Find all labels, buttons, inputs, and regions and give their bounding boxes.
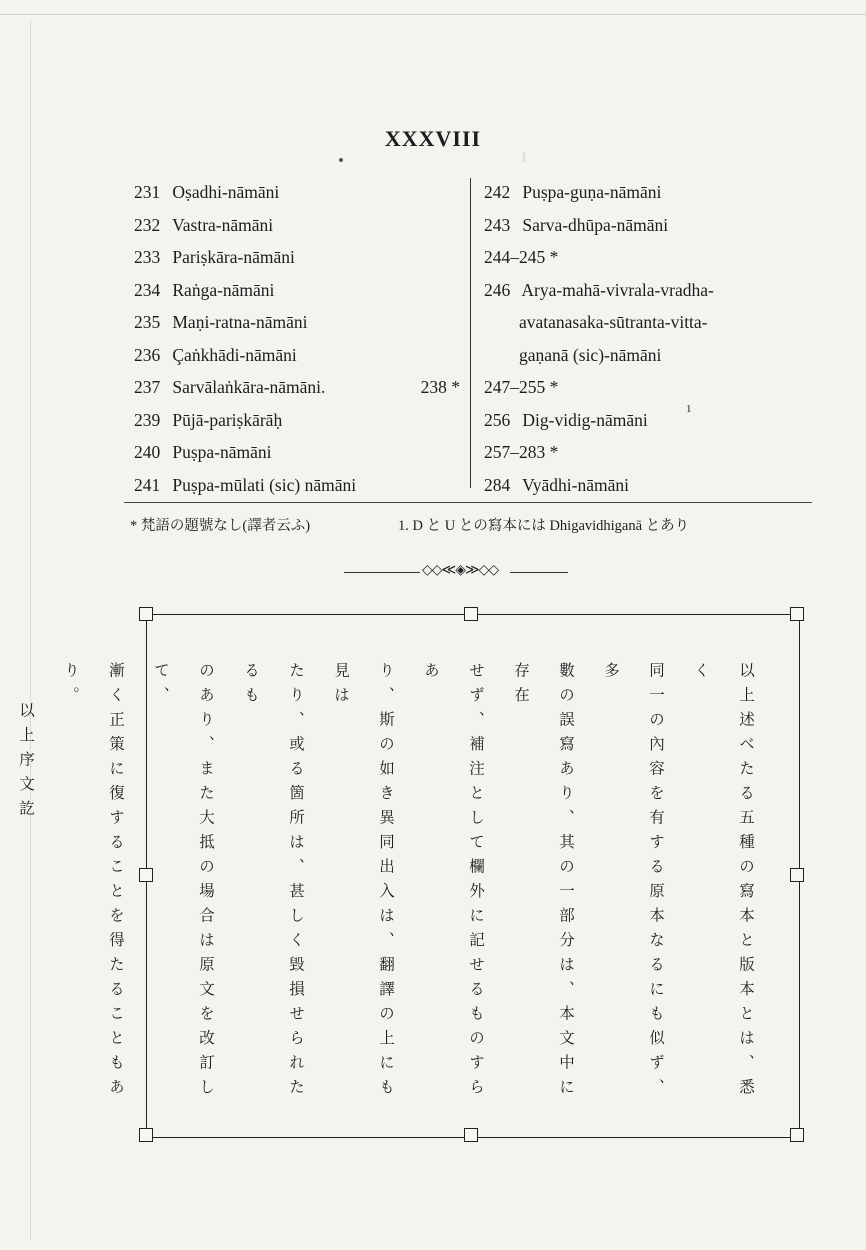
entry-number: 240 bbox=[134, 442, 161, 462]
entry-name: Sarva-dhūpa-nāmāni bbox=[522, 214, 669, 235]
entry-name: Raṅga-nāmāni bbox=[172, 279, 275, 300]
ink-dot bbox=[339, 158, 343, 162]
entry-name: Pūjā-pariṣkārāḥ bbox=[172, 409, 283, 430]
entry-name: avatanasaka-sūtranta-vitta- bbox=[519, 312, 708, 332]
list-entry bbox=[134, 436, 470, 469]
list-entry bbox=[134, 371, 470, 404]
list-entry bbox=[484, 436, 824, 469]
entry-number: 241 bbox=[134, 474, 161, 495]
list-entry bbox=[134, 241, 470, 274]
footnote-star: * 梵語の題號なし(譯者云ふ) bbox=[130, 518, 311, 534]
frame-handle-top-center bbox=[464, 607, 478, 621]
entry-name: Vyādhi-nāmāni bbox=[522, 474, 629, 495]
entry-number: 231 bbox=[134, 182, 161, 202]
frame-handle-top-right bbox=[790, 607, 804, 621]
preface-closing: 以上序文訖 bbox=[17, 702, 35, 825]
list-left-column bbox=[134, 176, 470, 501]
list-entry bbox=[134, 274, 470, 307]
footnote-rule bbox=[124, 502, 812, 503]
entry-number: 236 bbox=[134, 344, 161, 365]
list-entry bbox=[134, 176, 470, 209]
entry-name: gaṇanā (sic)-nāmāni bbox=[519, 344, 662, 365]
entry-number: 239 bbox=[134, 409, 161, 430]
entry-number: 284 bbox=[484, 474, 511, 495]
entry-name: Sarvālaṅkāra-nāmāni. bbox=[172, 377, 326, 397]
ornament-line-left bbox=[344, 572, 420, 573]
preface-column: たり、或る箇所は、甚しく毀損せられたるも bbox=[242, 662, 305, 1103]
entry-name: Arya-mahā-vivrala-vradha- bbox=[521, 279, 714, 300]
page-title: XXXVIII bbox=[384, 126, 482, 151]
list-entry bbox=[134, 404, 470, 437]
list-entry bbox=[484, 274, 824, 307]
scan-top-edge bbox=[0, 14, 866, 15]
entry-number: 244–245 * bbox=[484, 247, 559, 267]
list-entry bbox=[134, 306, 470, 339]
list-entry bbox=[484, 241, 824, 274]
column-divider bbox=[470, 178, 471, 488]
entry-number: 247–255 * bbox=[484, 377, 559, 397]
entry-number: 256 bbox=[484, 409, 511, 430]
list-entry-continuation bbox=[484, 339, 824, 372]
list-entry bbox=[134, 469, 470, 502]
entry-number: 242 bbox=[484, 182, 511, 202]
bleed-through-text: 1 bbox=[520, 150, 528, 166]
preface-vertical-text bbox=[17, 662, 768, 1114]
list-entry bbox=[484, 404, 824, 437]
list-entry bbox=[134, 339, 470, 372]
preface-column: 漸く正策に復することを得たることもあり。 bbox=[62, 662, 125, 1103]
entry-number: 257–283 * bbox=[484, 442, 559, 462]
entry-name: Çaṅkhādi-nāmāni bbox=[172, 344, 297, 365]
list-entry bbox=[484, 469, 824, 502]
frame-handle-middle-right bbox=[790, 868, 804, 882]
entry-number: 237 bbox=[134, 377, 161, 397]
frame-handle-bottom-center bbox=[464, 1128, 478, 1142]
entry-name: Vastra-nāmāni bbox=[172, 214, 274, 235]
entry-extra-number: 238 * bbox=[420, 377, 460, 397]
preface-column: せず、補注として欄外に記せるものすらあ bbox=[422, 662, 485, 1103]
preface-column: り、斯の如き異同出入は、翻譯の上にも見は bbox=[332, 662, 395, 1103]
list-entry bbox=[484, 209, 824, 242]
preface-column: 以上述べたる五種の寫本と版本とは、悉く bbox=[692, 662, 755, 1103]
list-entry bbox=[484, 176, 824, 209]
entry-number: 235 bbox=[134, 312, 161, 332]
entry-name: Puṣpa-mūlati (sic) nāmāni bbox=[172, 474, 357, 495]
entry-name: Puṣpa-guṇa-nāmāni bbox=[522, 182, 662, 202]
entry-number: 246 bbox=[484, 279, 511, 300]
entry-name: Pariṣkāra-nāmāni bbox=[172, 247, 295, 267]
entry-name: Maṇi-ratna-nāmāni bbox=[172, 312, 308, 332]
entry-name: Oṣadhi-nāmāni bbox=[172, 182, 280, 202]
frame-handle-top-left bbox=[139, 607, 153, 621]
entry-number: 233 bbox=[134, 247, 161, 267]
entry-number: 243 bbox=[484, 214, 511, 235]
frame-handle-bottom-right bbox=[790, 1128, 804, 1142]
entry-name: Puṣpa-nāmāni bbox=[172, 442, 272, 462]
preface-column: 數の誤寫あり、其の一部分は、本文中に存在 bbox=[512, 662, 575, 1103]
footnote-marker: 1 bbox=[686, 402, 692, 415]
preface-column: のあり、また大抵の場合は原文を改訂して、 bbox=[152, 662, 215, 1103]
entry-number: 234 bbox=[134, 279, 161, 300]
entry-name: Dig-vidig-nāmāni bbox=[522, 409, 648, 430]
list-entry-continuation bbox=[484, 306, 824, 339]
list-entry bbox=[484, 371, 824, 404]
footnote-1: 1. D と U との寫本には Dhigavidhiganā とあり bbox=[398, 518, 690, 534]
list-entry bbox=[134, 209, 470, 242]
list-right-column bbox=[484, 176, 824, 501]
entry-number: 232 bbox=[134, 214, 161, 235]
ornament-line-right bbox=[510, 572, 568, 573]
ornament: ◇◇≪◈≫◇◇ bbox=[422, 563, 499, 578]
frame-handle-bottom-left bbox=[139, 1128, 153, 1142]
preface-column: 同一の內容を有する原本なるにも似ず、多 bbox=[602, 662, 665, 1103]
